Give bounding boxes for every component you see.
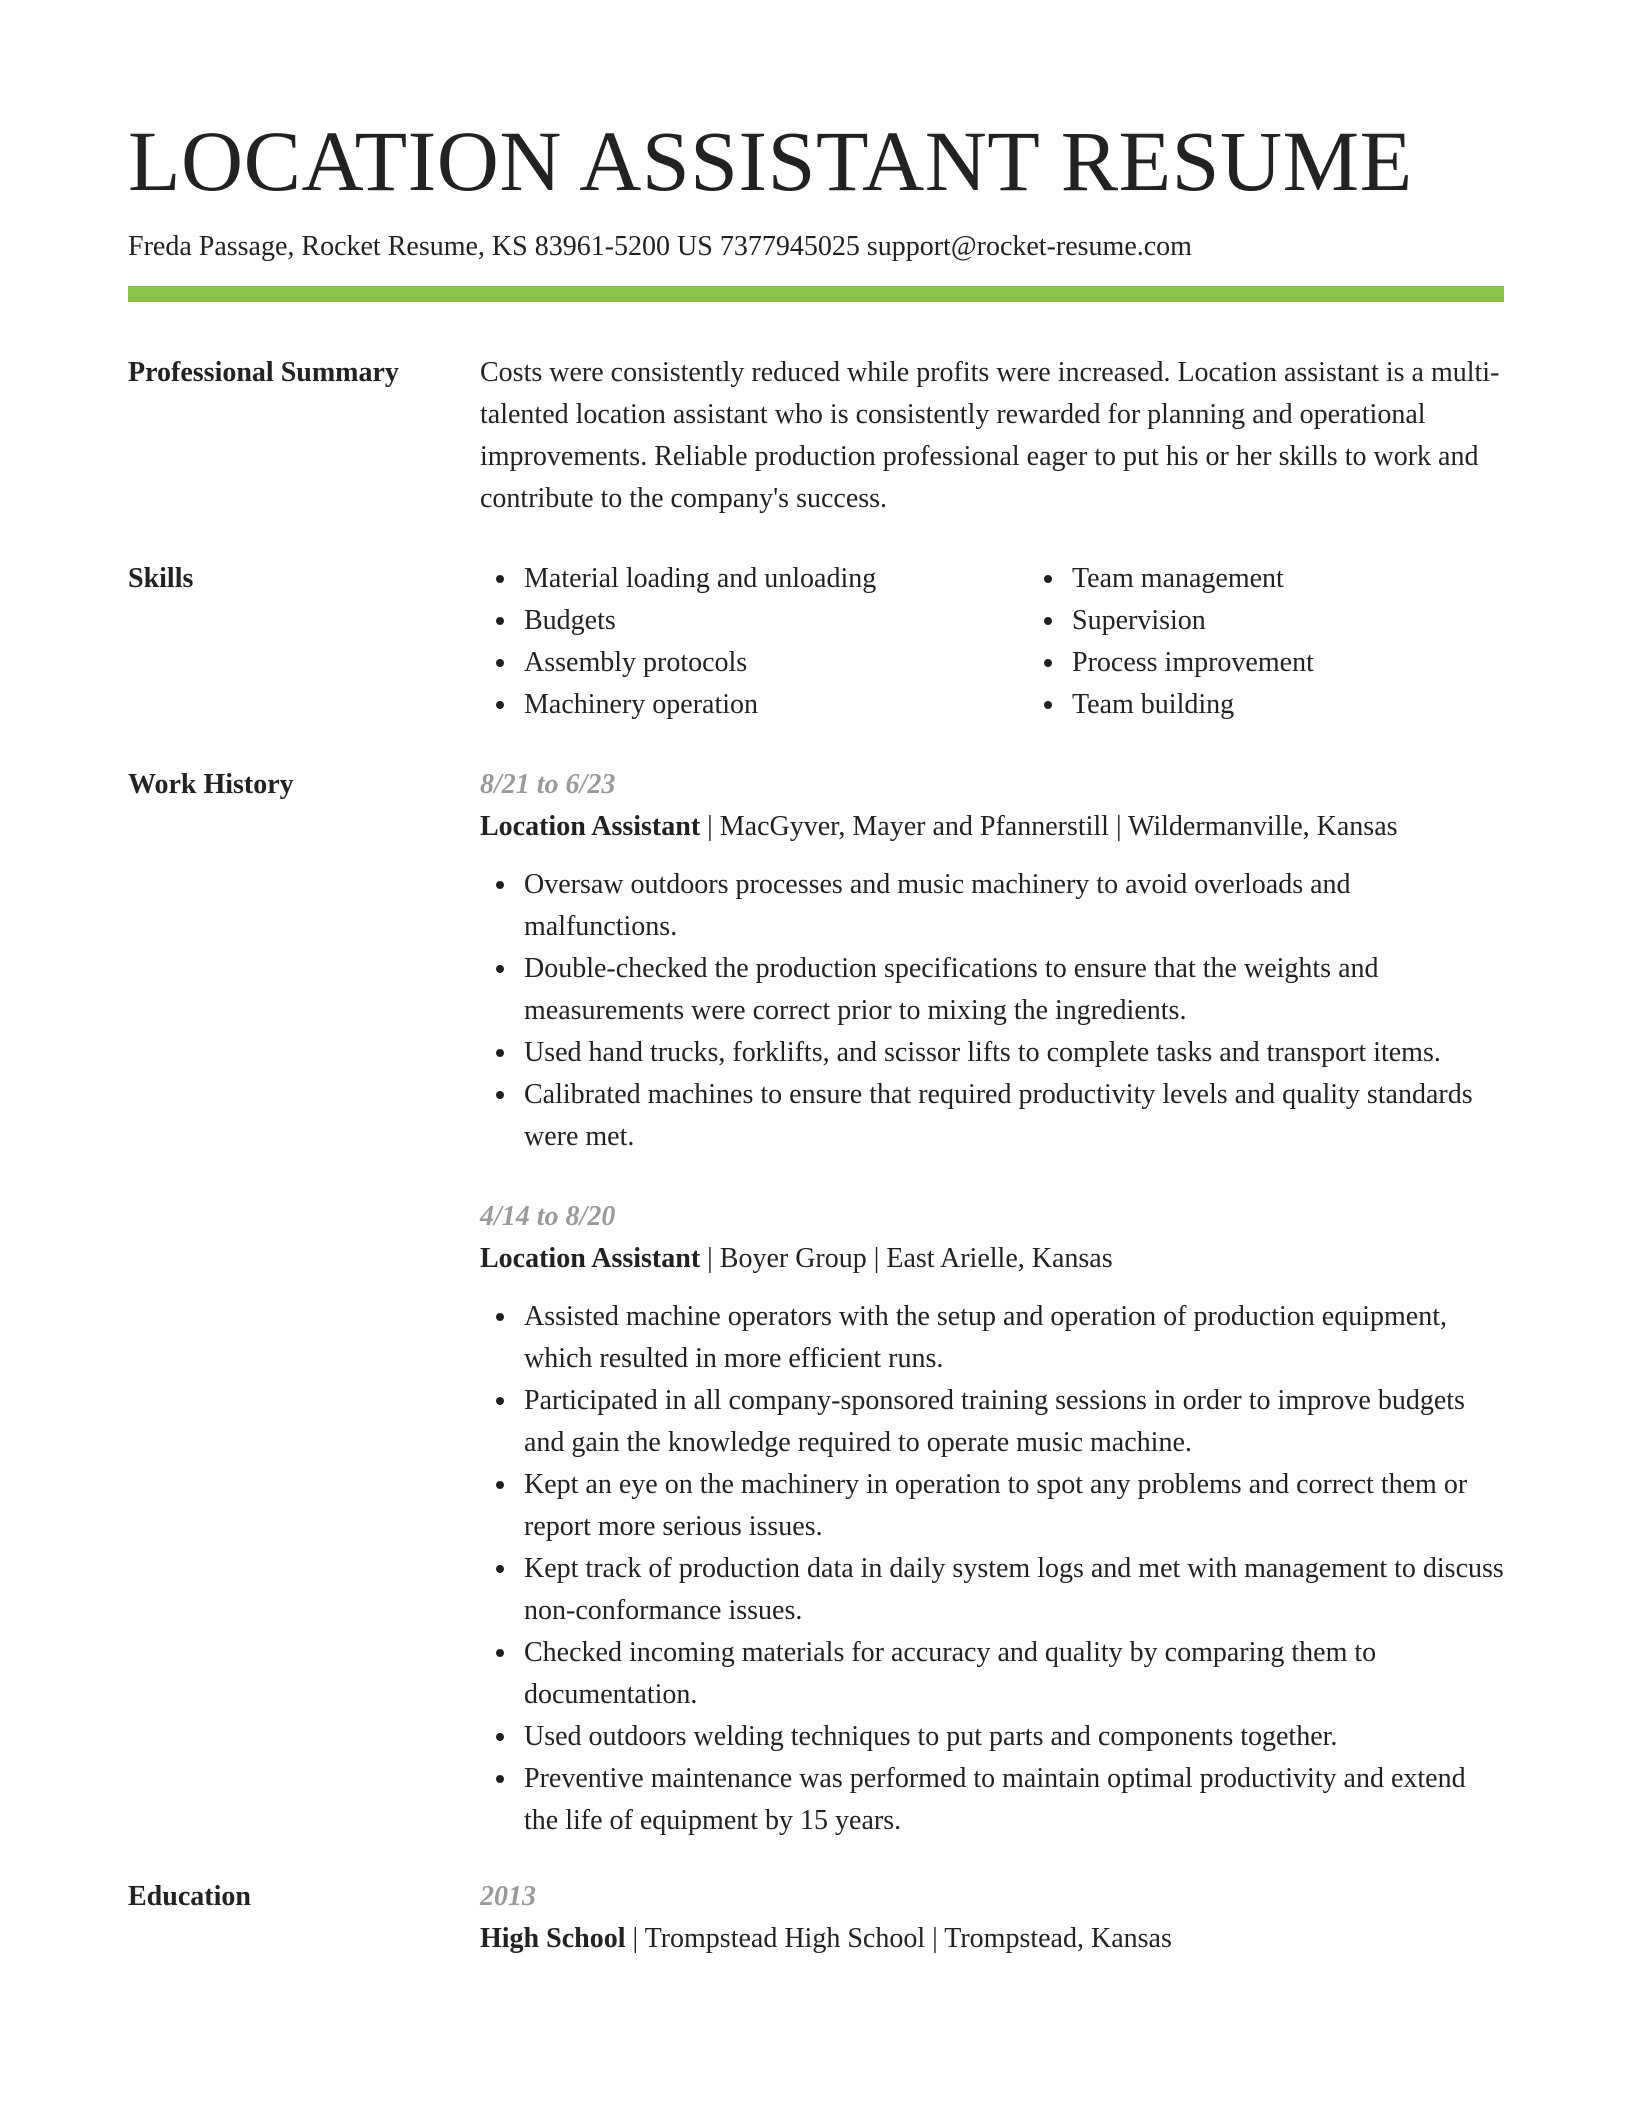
- work-history-label: Work History: [128, 768, 294, 800]
- job-bullet: Kept track of production data in daily system logs and met with management to discuss non-conformance issues.: [524, 1548, 1504, 1632]
- job-bullets: [480, 864, 1504, 1158]
- education-details: | Trompstead High School | Trompstead, Kansas: [625, 1922, 1172, 1954]
- job-bullet: Assisted machine operators with the setup and operation of production equipment, which resulted in more efficient runs.: [524, 1296, 1504, 1380]
- work-history-section: [128, 764, 1504, 1842]
- job-bullet: Checked incoming materials for accuracy and quality by comparing them to documentation.: [524, 1632, 1504, 1716]
- job-title-line: [480, 1238, 1504, 1280]
- job-bullet: Kept an eye on the machinery in operation to spot any problems and correct them or report more serious issues.: [524, 1464, 1504, 1548]
- job-bullet: Double-checked the production specifications to ensure that the weights and measurements were correct prior to mixing the ingredients.: [524, 948, 1504, 1032]
- education-body: [480, 1876, 1504, 1960]
- skills-label: Skills: [128, 562, 194, 594]
- skill-item: Machinery operation: [524, 684, 1028, 726]
- education-label: Education: [128, 1880, 251, 1912]
- skill-item: Process improvement: [1072, 642, 1576, 684]
- skill-item: Budgets: [524, 600, 1028, 642]
- job-details: | Boyer Group | East Arielle, Kansas: [700, 1242, 1113, 1274]
- education-dates: 2013: [480, 1880, 536, 1912]
- skill-item: Supervision: [1072, 600, 1576, 642]
- resume-title: LOCATION ASSISTANT RESUME: [128, 113, 1413, 209]
- education-degree: High School: [480, 1922, 626, 1954]
- job-bullet: Participated in all company-sponsored training sessions in order to improve budgets and gain the knowledge required to operate music machine.: [524, 1380, 1504, 1464]
- job-dates: 4/14 to 8/20: [480, 1200, 616, 1232]
- skills-grid: [480, 558, 1576, 726]
- skills-column-1: [480, 558, 1028, 726]
- job-title-line: [480, 806, 1504, 848]
- skill-item: Team management: [1072, 558, 1576, 600]
- contact-line: Freda Passage, Rocket Resume, KS 83961-5200 US 7377945025 support@rocket-resume.com: [128, 231, 1192, 262]
- summary-text: Costs were consistently reduced while profits were increased. Location assistant is a multi-talented location assistant who is consistently rewarded for planning and operational improvements. Reliable production professional eager to put his or her skills to work and contribute to the company's success.: [480, 356, 1500, 514]
- skills-column-2: [1028, 558, 1576, 726]
- job-role: Location Assistant: [480, 1242, 701, 1274]
- header-divider: [128, 286, 1504, 302]
- skill-item: Team building: [1072, 684, 1576, 726]
- job-bullet: Preventive maintenance was performed to maintain optimal productivity and extend the life of equipment by 15 years.: [524, 1758, 1504, 1842]
- job-bullet: Oversaw outdoors processes and music machinery to avoid overloads and malfunctions.: [524, 864, 1504, 948]
- job-dates: 8/21 to 6/23: [480, 768, 616, 800]
- education-line: [480, 1918, 1504, 1960]
- job-bullet: Used outdoors welding techniques to put parts and components together.: [524, 1716, 1504, 1758]
- summary-section: [128, 352, 1504, 520]
- skills-section: [128, 558, 1504, 726]
- job-entry: [480, 1196, 1504, 1842]
- job-entry: [480, 764, 1504, 1158]
- job-role: Location Assistant: [480, 810, 701, 842]
- job-bullets: [480, 1296, 1504, 1842]
- work-history-body: [480, 764, 1504, 1842]
- job-bullet: Used hand trucks, forklifts, and scissor lifts to complete tasks and transport items.: [524, 1032, 1504, 1074]
- skill-item: Assembly protocols: [524, 642, 1028, 684]
- summary-label: Professional Summary: [128, 356, 399, 388]
- education-section: [128, 1876, 1504, 1960]
- job-bullet: Calibrated machines to ensure that required productivity levels and quality standards were met.: [524, 1074, 1504, 1158]
- job-details: | MacGyver, Mayer and Pfannerstill | Wildermanville, Kansas: [700, 810, 1398, 842]
- skill-item: Material loading and unloading: [524, 558, 1028, 600]
